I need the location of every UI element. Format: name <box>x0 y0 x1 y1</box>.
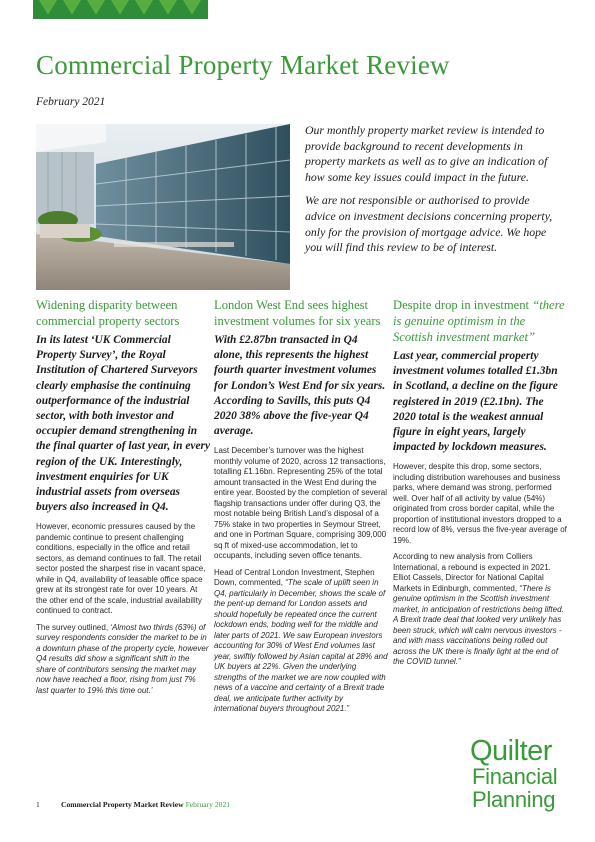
top-banner <box>33 0 208 19</box>
quote-intro: The survey outlined, <box>36 622 111 632</box>
article-lead: In its latest ‘UK Commercial Property Survey’, the Royal Institution of Chartered Surveyors clearly emphasise the continuing outperformance of the industrial sector, with both investor and occupier demand strengthening in the final quarter of last year, in every region of the UK. Interestingly, investment enquiries for UK industrial assets from overseas buyers also increased in Q4. <box>36 334 211 514</box>
article-column <box>36 297 210 702</box>
intro-paragraph: We are not responsible or authorised to provide advice on investment decisions concerning property, only for the provision of mortgage advice. We hope you will find this review to be of interest. <box>305 193 553 255</box>
article-lead: With £2.87bn transacted in Q4 alone, this represents the highest fourth quarter investment volumes for London’s West End for six years. According to Savills, this puts Q4 2020 38% above the five-year Q4 average. <box>214 334 386 438</box>
logo-line: Planning <box>472 787 556 812</box>
article-column <box>393 297 567 674</box>
quote-text: “There is genuine optimism in the Scottish investment market, in anticipation of restrictions being lifted. A Brexit trade deal that looked very unlikely has been struck, which will calm nervous investors - and with mass vaccinations being rolled out across the UK there is finally light at the end of the COVID tunnel.” <box>393 583 564 667</box>
article-heading <box>393 297 567 345</box>
heading-text: Despite drop in investment <box>393 298 530 312</box>
article-paragraph <box>36 623 210 697</box>
footer-date: February 2021 <box>185 800 231 809</box>
article-heading: Widening disparity between commercial property sectors <box>36 298 180 328</box>
article-column <box>214 297 388 721</box>
article-lead: Last year, commercial property investment volumes totalled £1.3bn in Scotland, a decline on the figure registered in 2019 (£2.1bn). The 2020 total is the weakest annual figure in eight years, largely impacted by lockdown measures. <box>393 350 558 454</box>
building-photo <box>36 124 290 290</box>
issue-date: February 2021 <box>36 96 106 108</box>
quote-intro: Head of Central London Investment, Stephen Down, commented, <box>214 567 375 588</box>
page-number: 1 <box>36 800 40 809</box>
article-paragraph <box>214 568 388 715</box>
article-paragraph: However, despite this drop, some sectors, including distribution warehouses and business parks, where demand was strong, performed well. Over half of all activity by value (54%) originated from cross border capital, while the proportion of institutional investors dropped to a record low of 8%, versus the five-year average of 19%. <box>393 462 567 545</box>
banner-triangle <box>111 0 129 15</box>
intro-paragraph: Our monthly property market review is intended to provide background to recent developments in property markets as well as to give an indication of how some key issues could impact in the future. <box>305 123 548 184</box>
banner-triangle <box>159 0 177 15</box>
quote-intro: According to new analysis from Colliers International, a rebound is expected in 2021. Elliot Cassels, Director for National Capital Markets in Edinburgh, commented, <box>393 552 551 593</box>
banner-triangle <box>183 0 201 15</box>
quote-text: ‘Almost two thirds (63%) of survey respondents consider the market to be in a downturn phase of the property cycle, however Q4 results did show a significant shift in the share of contributors sensing the market may now have reached a floor, rising from just 7% last quarter to 19% this time out.’ <box>36 622 209 695</box>
page-footer <box>36 800 230 809</box>
article-paragraph: However, economic pressures caused by the pandemic continue to present challenging conditions, especially in the office and retail sectors, as demand continues to fall. The retail sector posted the sharpest rise in vacant space, while in Q4, availability of leasable office space grew at its strongest rate for over 10 years. At the other end of the scale, industrial availability continued to contract. <box>36 522 206 616</box>
page-title: Commercial Property Market Review <box>36 50 450 80</box>
banner-triangle <box>135 0 153 15</box>
company-logo <box>470 737 557 811</box>
logo-line: Financial <box>472 764 558 789</box>
heading-quote: “there is genuine optimism in the Scottish investment market” <box>393 298 565 344</box>
article-paragraph <box>393 552 567 668</box>
banner-triangle <box>39 0 57 15</box>
quote-text: “The scale of uplift seen in Q4, particularly in December, shows the scale of the pent-up demand for London assets and should hopefully be repeated once the current lockdown ends, boding well for the middle and later parts of 2021. We saw European investors accounting for 30% of West End volumes last year, swiftly followed by Asian capital at 28% and UK buyers at 22%. Given the underlying strengths of the market we are now coupled with news of a vaccine and certainty of a Brexit trade deal, we anticipate further activity by international buyers throughout 2021.” <box>214 578 388 714</box>
article-heading: London West End sees highest investment volumes for six years <box>214 298 381 328</box>
article-paragraph: Last December’s turnover was the highest monthly volume of 2020, across 12 transactions, totalling £1.16bn. Representing 25% of the total amount transacted in the West End during the entire year. Boosted by the completion of several flagship transactions under offer during Q3, the most notable being British Land’s disposal of a 75% stake in two properties in Seymour Street, and one in Portman Square, comprising 309,000 sq ft of mixed-use accommodation, let to occupants, including seven office tenants. <box>214 446 387 561</box>
banner-triangle <box>63 0 81 15</box>
footer-title: Commercial Property Market Review <box>61 800 184 809</box>
banner-triangle <box>87 0 105 15</box>
logo-line: Quilter <box>470 735 552 767</box>
intro-text <box>305 123 563 264</box>
